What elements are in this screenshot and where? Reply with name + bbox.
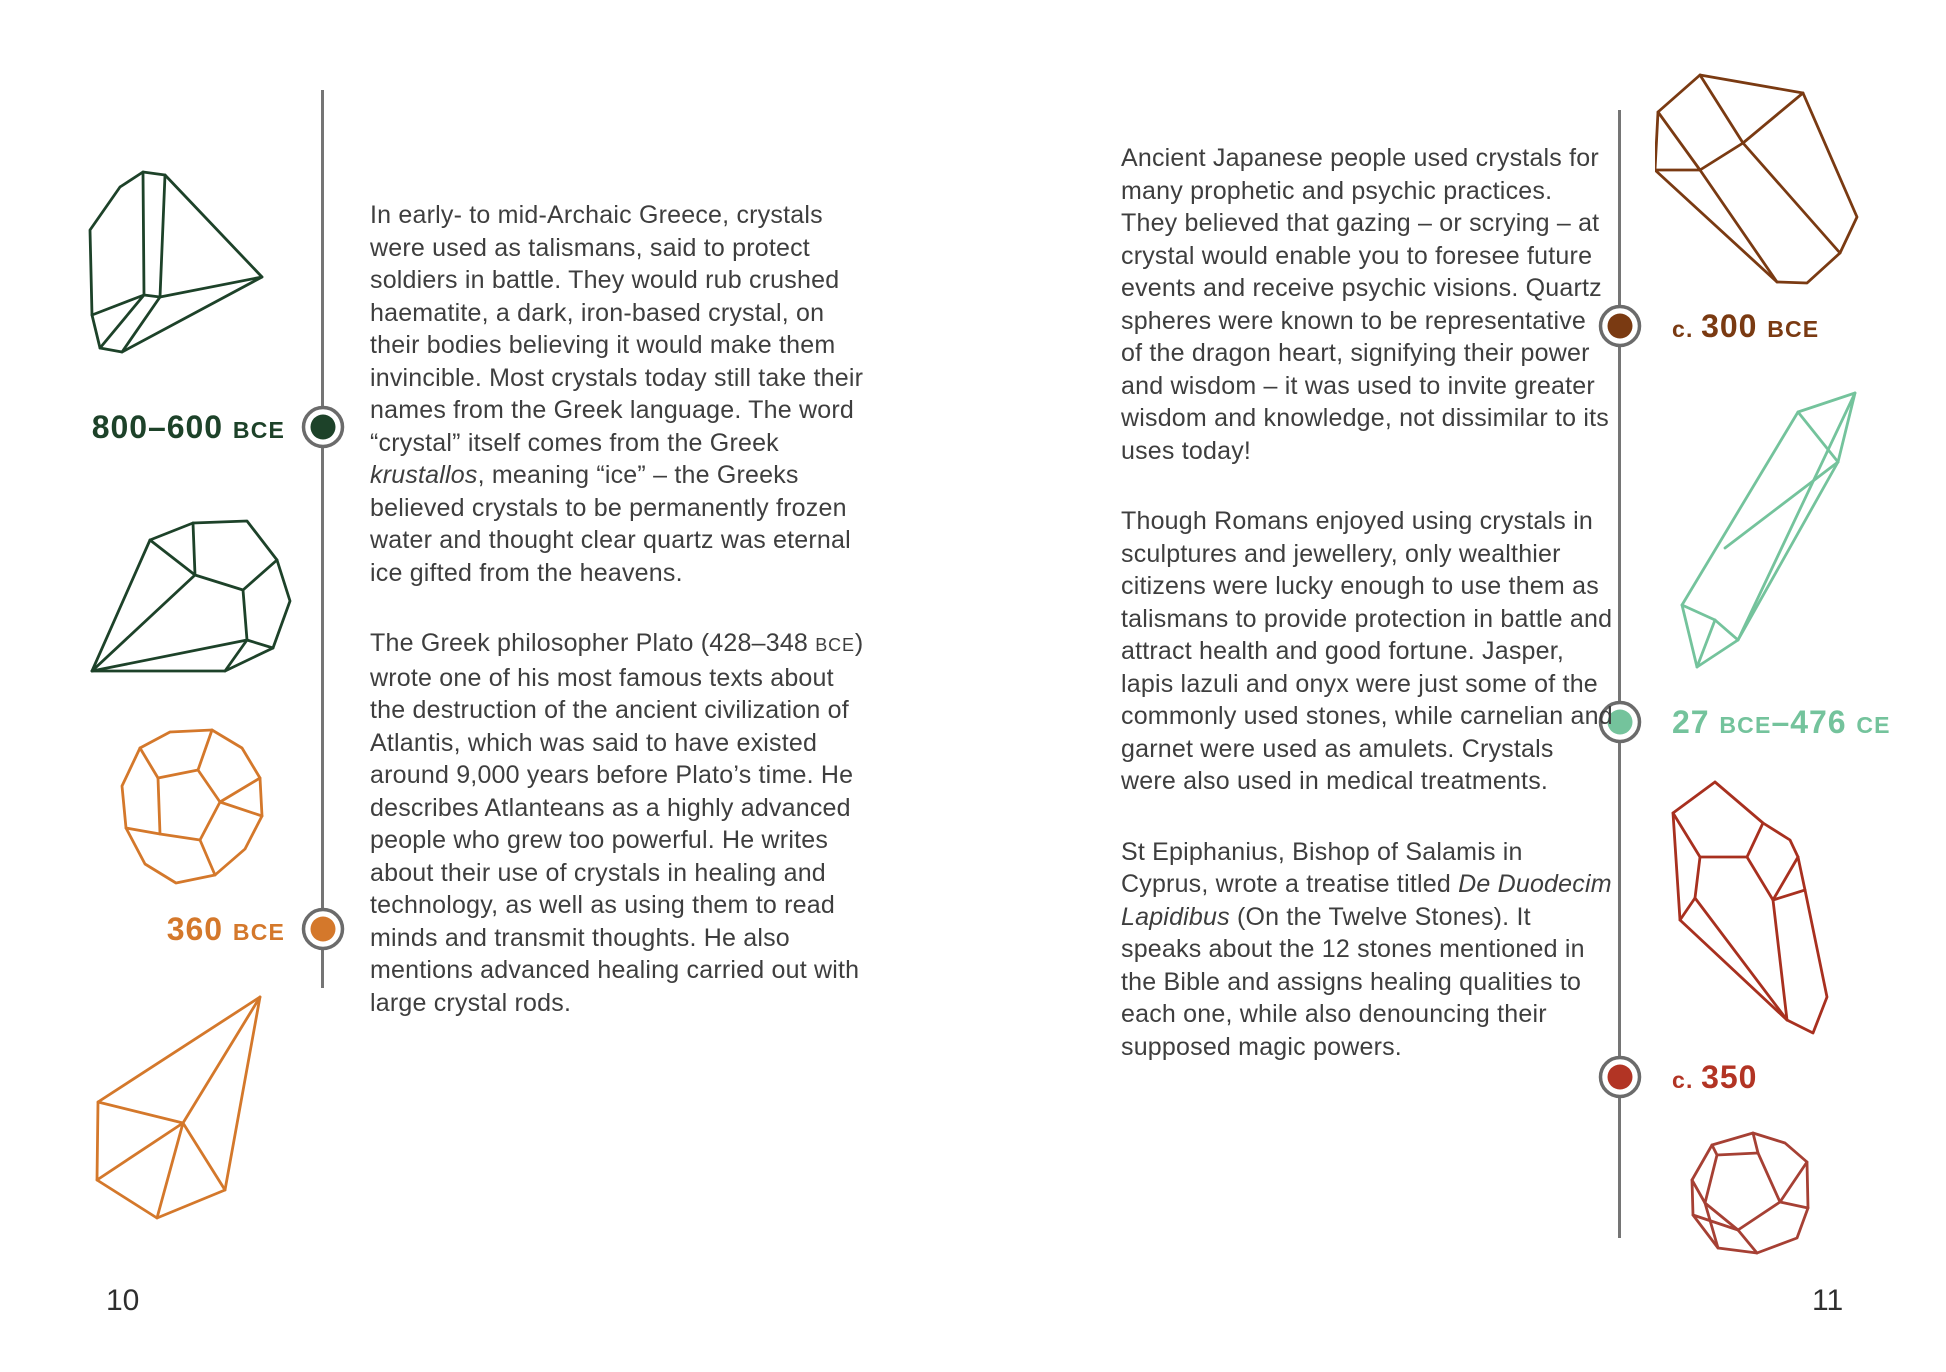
timeline-line-left bbox=[321, 90, 324, 988]
right-page-body-text bbox=[1121, 142, 1613, 1101]
timeline-date-c350: c. 350 bbox=[1672, 1059, 1758, 1095]
page-number-right: 11 bbox=[1812, 1284, 1844, 1317]
crystal-illustration-brown-faceted bbox=[1655, 68, 1865, 288]
left-page-body-text bbox=[370, 199, 870, 1057]
crystal-illustration-red-dodecahedron bbox=[1690, 1128, 1810, 1258]
paragraph-plato: The Greek philosopher Plato (428–348 BCE) wrote one of his most famous texts about the destruction of the ancient civilization of Atlantis, which was said to have existed around 9,000 years before Plato’s time. He describes Atlanteans as a highly advanced people who grew too powerful. He writes about their use of crystals in healing and technology, as well as using them to read minds and transmit thoughts. He also mentions advanced healing carried out with large crystal rods. bbox=[370, 629, 864, 1017]
paragraph-archaic-greece: In early- to mid-Archaic Greece, crystals were used as talismans, said to protect soldiers in battle. They would rub crushed haematite, a dark, iron-based crystal, on their bodies believing it would make them invincible. Most crystals today still take their names from the Greek language. The word “crystal” itself comes from the Greek krustallos, meaning “ice” – the Greeks believed crystals to be permanently frozen water and thought clear quartz was eternal ice gifted from the heavens. bbox=[370, 201, 864, 587]
timeline-date-360-bce: 360 BCE bbox=[166, 911, 285, 947]
paragraph-japanese: Ancient Japanese people used crystals for many prophetic and psychic practices. They believed that gazing – or scrying – at crystal would enable you to foresee future events and receive psychic visions. Quartz spheres were known to be representative of the dragon heart, signifying their power and wisdom – it was used to invite greater wisdom and knowledge, not dissimilar to its uses today! bbox=[1121, 144, 1609, 465]
timeline-date-27bce-476ce: 27 BCE–476 CE bbox=[1672, 704, 1891, 740]
crystal-illustration-orange-shard bbox=[95, 995, 265, 1223]
paragraph-romans: Though Romans enjoyed using crystals in sculptures and jewellery, only wealthier citizens were lucky enough to use them as talismans to provide protection in battle and attract health and good fortune. Jasper, lapis lazuli and onyx were just some of the commonly used stones, while carnelian and garnet were used as amulets. Crystals were also used in medical treatments. bbox=[1121, 507, 1613, 795]
timeline-dot-800-600-bce bbox=[300, 404, 346, 450]
paragraph-epiphanius: St Epiphanius, Bishop of Salamis in Cyprus, wrote a treatise titled De Duodecim Lapidibus (On the Twelve Stones). It speaks about the 12 stones mentioned in the Bible and assigns healing qualities to each one, while also denouncing their supposed magic powers. bbox=[1121, 837, 1612, 1061]
timeline-date-800-600-bce: 800–600 BCE bbox=[91, 409, 285, 445]
timeline-date-c300-bce: c. 300 BCE bbox=[1672, 308, 1820, 344]
page-number-left: 10 bbox=[106, 1284, 140, 1317]
crystal-illustration-orange-polyhedron bbox=[118, 728, 268, 888]
crystal-illustration-red-faceted bbox=[1662, 778, 1832, 1038]
crystal-illustration-green-teardrop bbox=[88, 516, 293, 676]
crystal-illustration-green-shard bbox=[85, 165, 270, 360]
timeline-dot-360-bce bbox=[300, 906, 346, 952]
crystal-illustration-mint-elongated bbox=[1675, 388, 1860, 673]
